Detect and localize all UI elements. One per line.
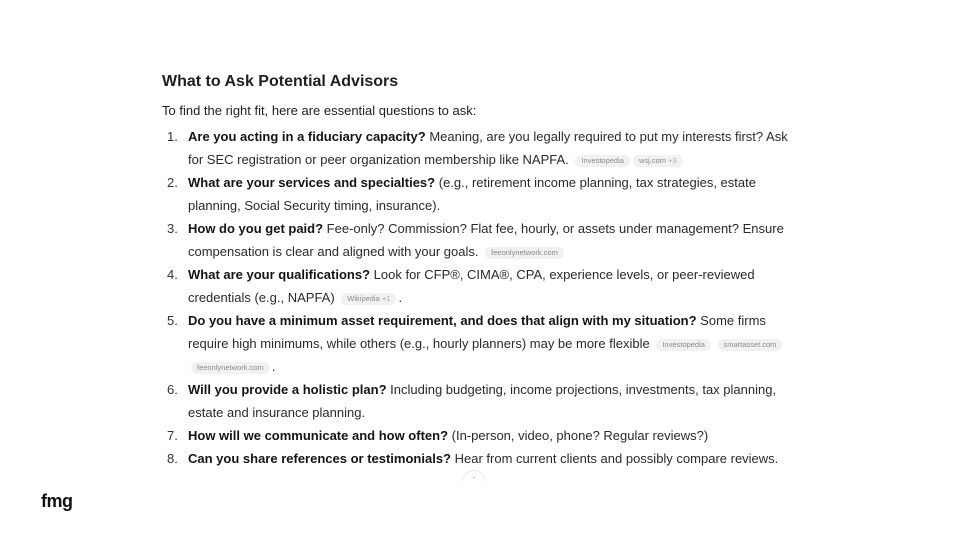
scroll-down-button[interactable] <box>462 470 486 482</box>
list-item <box>162 309 802 378</box>
section-heading: What to Ask Potential Advisors <box>162 73 399 90</box>
source-chip-feeonlynetwork[interactable]: feeonlynetwork.com <box>191 362 270 374</box>
item-number: 1. <box>167 129 178 144</box>
trailing-period: . <box>398 290 403 305</box>
question-text: How do you get paid? <box>188 221 324 236</box>
item-number: 3. <box>167 221 178 236</box>
list-item <box>162 171 802 217</box>
item-number: 8. <box>167 451 178 466</box>
fmg-logo: fmg <box>41 491 73 511</box>
question-text: What are your qualifications? <box>188 267 371 282</box>
detail-text: Including budgeting, income projections, investments, tax planning, estate and insurance planning. <box>188 382 777 420</box>
question-text: Can you share references or testimonials? <box>188 451 451 466</box>
trailing-period: . <box>271 359 276 374</box>
question-text: How will we communicate and how often? <box>188 428 449 443</box>
item-number: 5. <box>167 313 178 328</box>
detail-text: Fee-only? Commission? Flat fee, hourly, or assets under management? Ensure compensation is clear and aligned with your goals. <box>188 221 784 259</box>
source-chip-investopedia[interactable]: Investopedia <box>575 155 630 167</box>
questions-list <box>162 125 802 470</box>
detail-text: Some firms require high minimums, while others (e.g., hourly planners) may be more flexible <box>188 313 766 351</box>
list-item <box>162 447 802 470</box>
intro-text: To find the right fit, here are essential questions to ask: <box>162 103 477 118</box>
answer-content <box>162 72 802 470</box>
list-item <box>162 125 802 171</box>
item-number: 2. <box>167 175 178 190</box>
detail-text: Look for CFP®, CIMA®, CPA, experience levels, or peer-reviewed credentials (e.g., NAPFA) <box>188 267 755 305</box>
item-number: 7. <box>167 428 178 443</box>
source-chip-smartasset[interactable]: smartasset.com <box>718 339 783 351</box>
list-item <box>162 424 802 447</box>
item-number: 6. <box>167 382 178 397</box>
scroll-arrow-icon <box>473 477 475 478</box>
detail-text: (In-person, video, phone? Regular reviews?) <box>451 428 709 443</box>
source-chip-investopedia[interactable]: Investopedia <box>656 339 711 351</box>
list-item <box>162 217 802 263</box>
list-item <box>162 263 802 309</box>
question-text: Will you provide a holistic plan? <box>188 382 387 397</box>
list-item <box>162 378 802 424</box>
detail-text: Meaning, are you legally required to put my interests first? Ask for SEC registration or peer organization membership like NAPFA. <box>188 129 788 167</box>
question-text: Do you have a minimum asset requirement, and does that align with my situation? <box>188 313 697 328</box>
detail-text: Hear from current clients and possibly compare reviews. <box>454 451 779 466</box>
source-chip-wikipedia[interactable]: Wikipedia +1 <box>341 293 396 305</box>
question-text: What are your services and specialties? <box>188 175 436 190</box>
question-text: Are you acting in a fiduciary capacity? <box>188 129 426 144</box>
source-chip-feeonlynetwork[interactable]: feeonlynetwork.com <box>485 247 564 259</box>
source-chip-wsj[interactable]: wsj.com +3 <box>633 155 683 167</box>
item-number: 4. <box>167 267 178 282</box>
detail-text: (e.g., retirement income planning, tax strategies, estate planning, Social Security timing, insurance). <box>188 175 756 213</box>
